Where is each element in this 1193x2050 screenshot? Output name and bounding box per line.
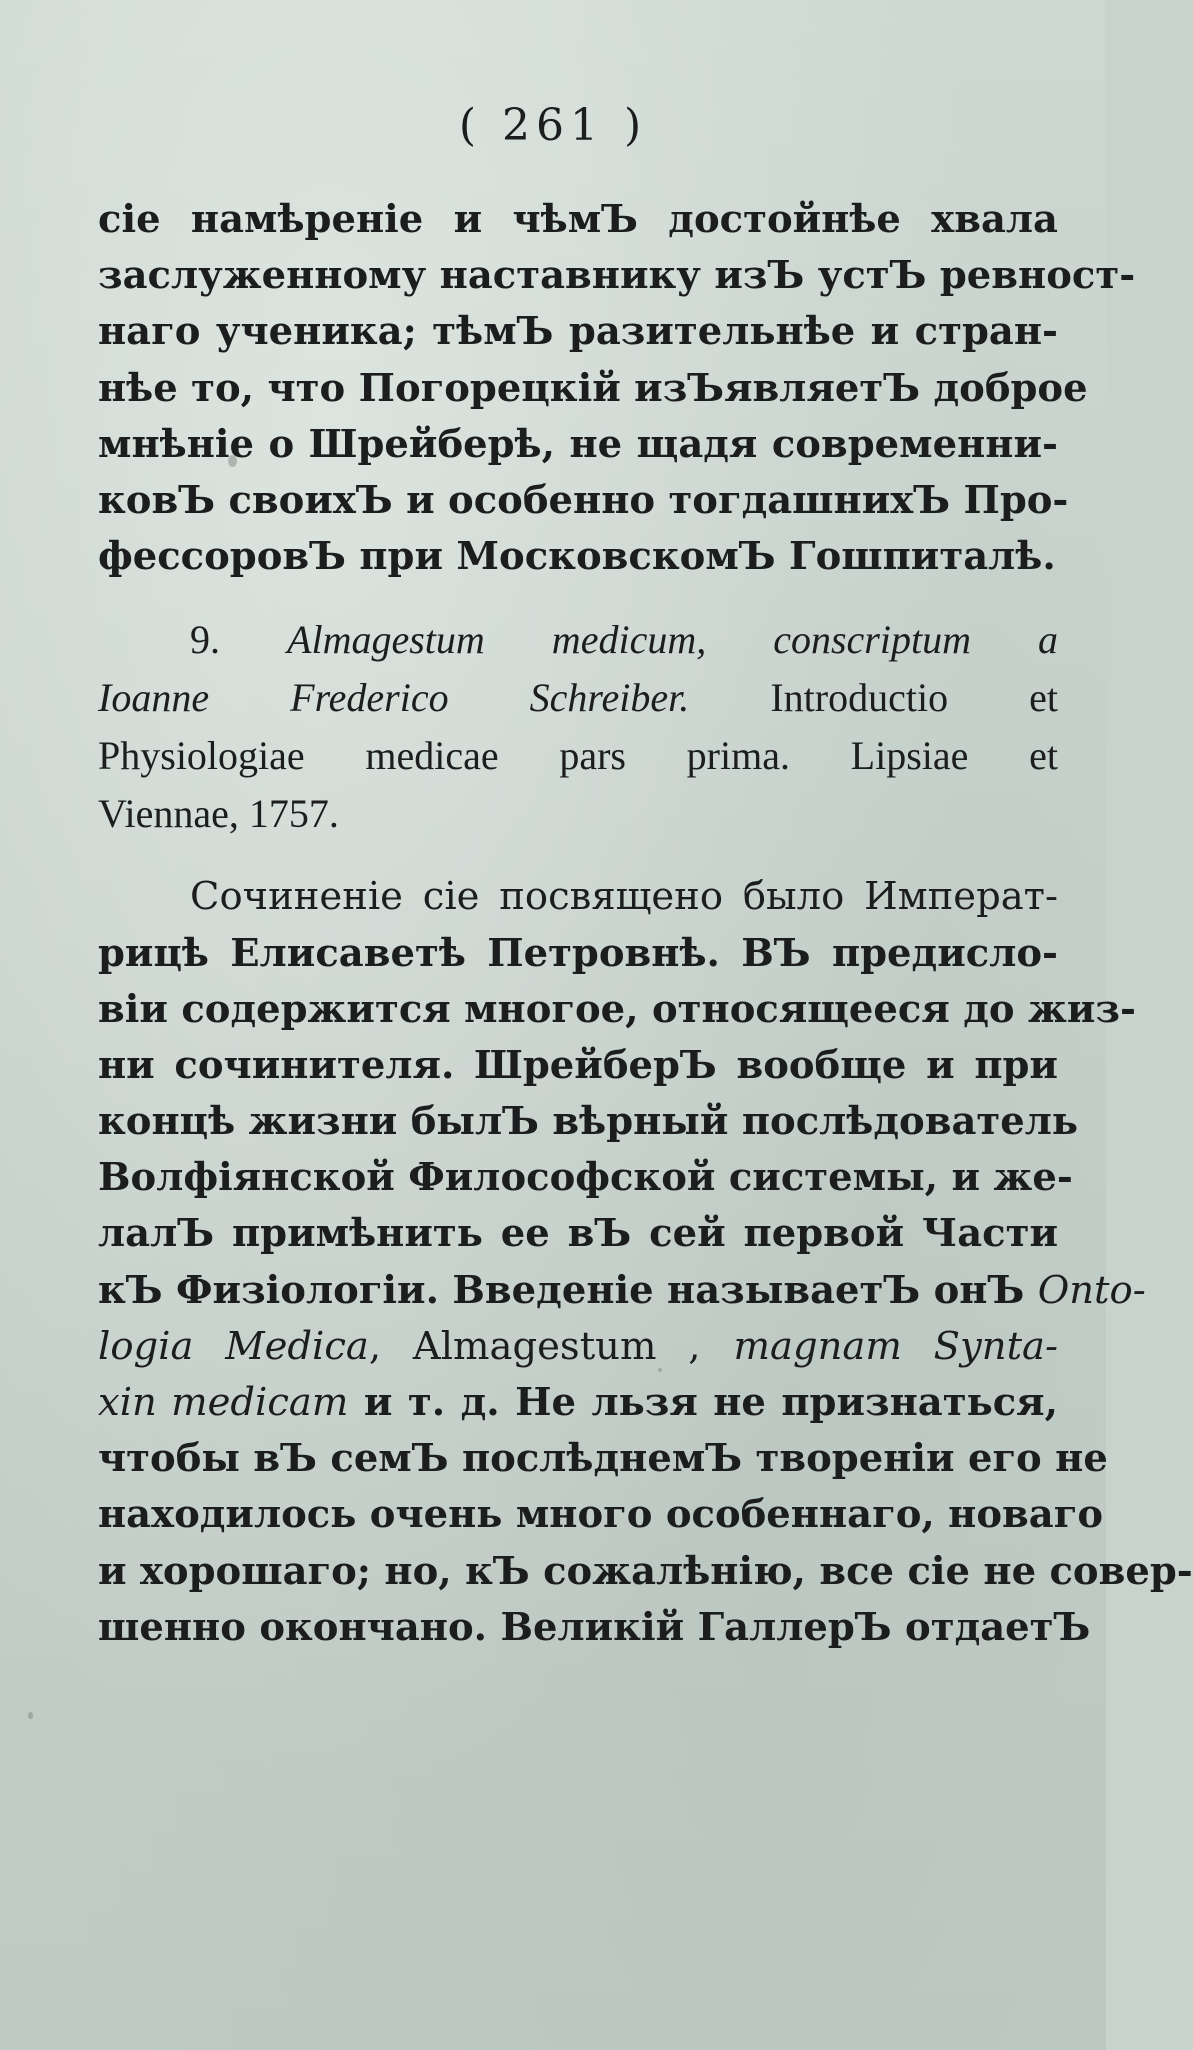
text-line: концѣ жизни былЪ вѣрный послѣдователь <box>98 1099 1079 1145</box>
entry-line: Physiologiae medicae pars prima. Lipsiae et <box>98 733 1058 779</box>
page-text <box>98 192 1193 1656</box>
text-line: нѣе то, что Погорецкій изЪявляетЪ доброе <box>98 365 1088 411</box>
text-line: Волфіянской Философской системы, и же- <box>98 1155 1073 1201</box>
text-line: ковЪ своихЪ и особенно тогдашнихЪ Про- <box>98 477 1069 523</box>
text-line: xin medicam и т. д. Не льзя не признаться, <box>98 1380 1058 1425</box>
text-line: чтобы вЪ семЪ послѣднемЪ твореніи его не <box>98 1436 1108 1482</box>
text-line: наго ученика; тѣмЪ разительнѣе и стран- <box>98 309 1058 355</box>
paper-speck <box>228 455 237 467</box>
entry-number: 9. <box>190 617 220 663</box>
text-line: находилось очень много особеннаго, новаго <box>98 1492 1104 1538</box>
text-line: шенно окончано. Великій ГаллерЪ отдаетЪ <box>98 1604 1091 1650</box>
bibliography-entry-9 <box>98 611 1058 843</box>
paragraph-description <box>98 869 1193 1656</box>
entry-line: Viennae, 1757. <box>98 791 339 837</box>
text-line: лалЪ примѣнить ее вЪ сей первой Части <box>98 1211 1058 1257</box>
entry-author: Ioanne Frederico Schreiber. <box>98 675 690 721</box>
paper-speck <box>658 1368 662 1372</box>
paper-speck <box>28 1712 33 1719</box>
text-line: віи содержится многое, относящееся до жиз- <box>98 986 1136 1032</box>
text-line: сіе намѣреніе и чѣмЪ достойнѣе хвала <box>98 197 1058 242</box>
entry-line <box>98 611 1058 669</box>
page-number: ( 261 ) <box>458 100 648 151</box>
text-line: фессоровЪ при МосковскомЪ Гошпиталѣ. <box>98 534 1056 580</box>
entry-title: Almagestum medicum, conscriptum a <box>287 617 1059 663</box>
text-line: ни сочинителя. ШрейберЪ вообще и при <box>98 1042 1058 1088</box>
text-line: кЪ Физіологіи. Введеніе называетЪ онЪ Onto- <box>98 1267 1146 1313</box>
text-line: рицѣ Елисаветѣ Петровнѣ. ВЪ предисло- <box>98 930 1058 976</box>
text-line: logia Medica, Almagestum , magnam Synta- <box>98 1323 1058 1369</box>
text-line: мнѣніе о Шрейберѣ, не щадя современни- <box>98 421 1058 467</box>
entry-line: Ioanne Frederico Schreiber. Introductio et <box>98 675 1059 721</box>
text-line: заслуженному наставнику изЪ устЪ ревност- <box>98 253 1136 299</box>
text-line: Сочиненіе сіе посвящено было Императ- <box>190 874 1058 920</box>
paragraph-continuation <box>98 192 1136 585</box>
text-line: и хорошаго; но, кЪ сожалѣнію, все сіе не совер- <box>98 1548 1193 1594</box>
